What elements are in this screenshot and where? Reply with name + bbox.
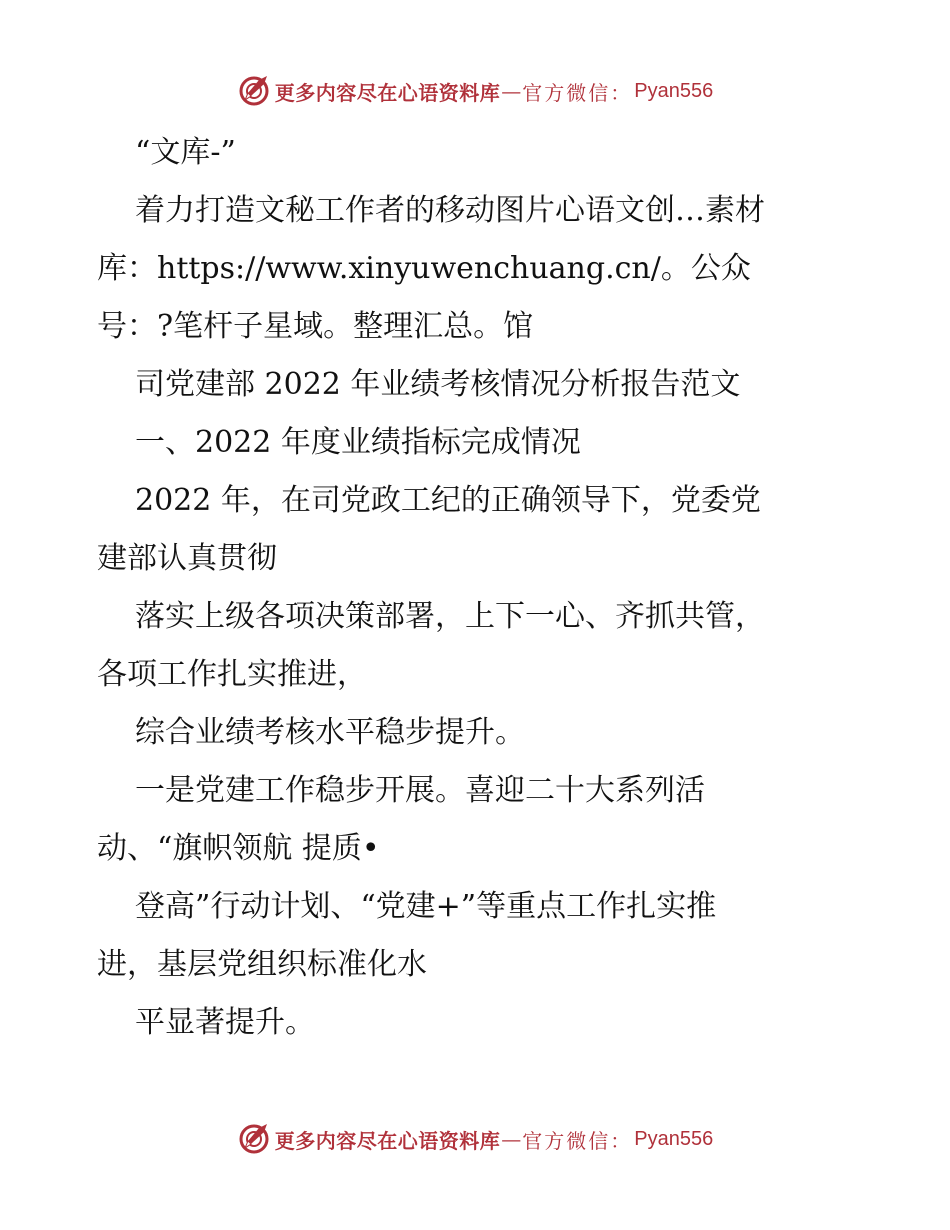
watermark-site-text: 更多内容尽在心语资料库: [274, 80, 501, 105]
text-line: 2022 年，在司党政工纪的正确领导下，党委党: [135, 483, 761, 518]
text-line: 进，基层党组织标准化水: [97, 947, 427, 982]
text-line: 库：https://www.xinyuwenchuang.cn/。公众: [97, 251, 751, 286]
text-line: 动、“旗帜领航 提质•: [97, 831, 380, 866]
document-body: [97, 124, 867, 1052]
watermark-wechat-label: 官方微信：: [522, 80, 633, 105]
text-line: 综合业绩考核水平稳步提升。: [135, 715, 525, 750]
text-line: 登高”行动计划、“党建+”等重点工作扎实推: [135, 889, 717, 924]
text-line: 一是党建工作稳步开展。喜迎二十大系列活: [135, 773, 705, 808]
watermark-wechat-id: Pyan556: [634, 1127, 714, 1150]
pen-logo-icon: [237, 74, 271, 108]
watermark-separator: —: [501, 79, 522, 103]
text-line: 各项工作扎实推进，: [97, 657, 367, 692]
text-line: 号：?笔杆子星域。整理汇总。馆: [97, 309, 534, 344]
footer-watermark: [0, 1119, 950, 1159]
header-watermark: [0, 71, 950, 111]
text-line: 建部认真贯彻: [97, 541, 277, 576]
text-line: 一、2022 年度业绩指标完成情况: [135, 425, 581, 460]
text-line: 落实上级各项决策部署，上下一心、齐抓共管，: [135, 599, 765, 634]
text-line: 平显著提升。: [135, 1005, 315, 1040]
pen-logo-icon: [237, 1122, 271, 1156]
watermark-wechat-id: Pyan556: [634, 79, 714, 102]
watermark-site-text: 更多内容尽在心语资料库: [274, 1128, 501, 1153]
text-line: 着力打造文秘工作者的移动图片心语文创…素材: [135, 193, 765, 228]
watermark-wechat-label: 官方微信：: [522, 1128, 633, 1153]
text-line: “文库-”: [135, 135, 236, 170]
watermark-separator: —: [501, 1127, 522, 1151]
text-line: 司党建部 2022 年业绩考核情况分析报告范文: [135, 367, 741, 402]
